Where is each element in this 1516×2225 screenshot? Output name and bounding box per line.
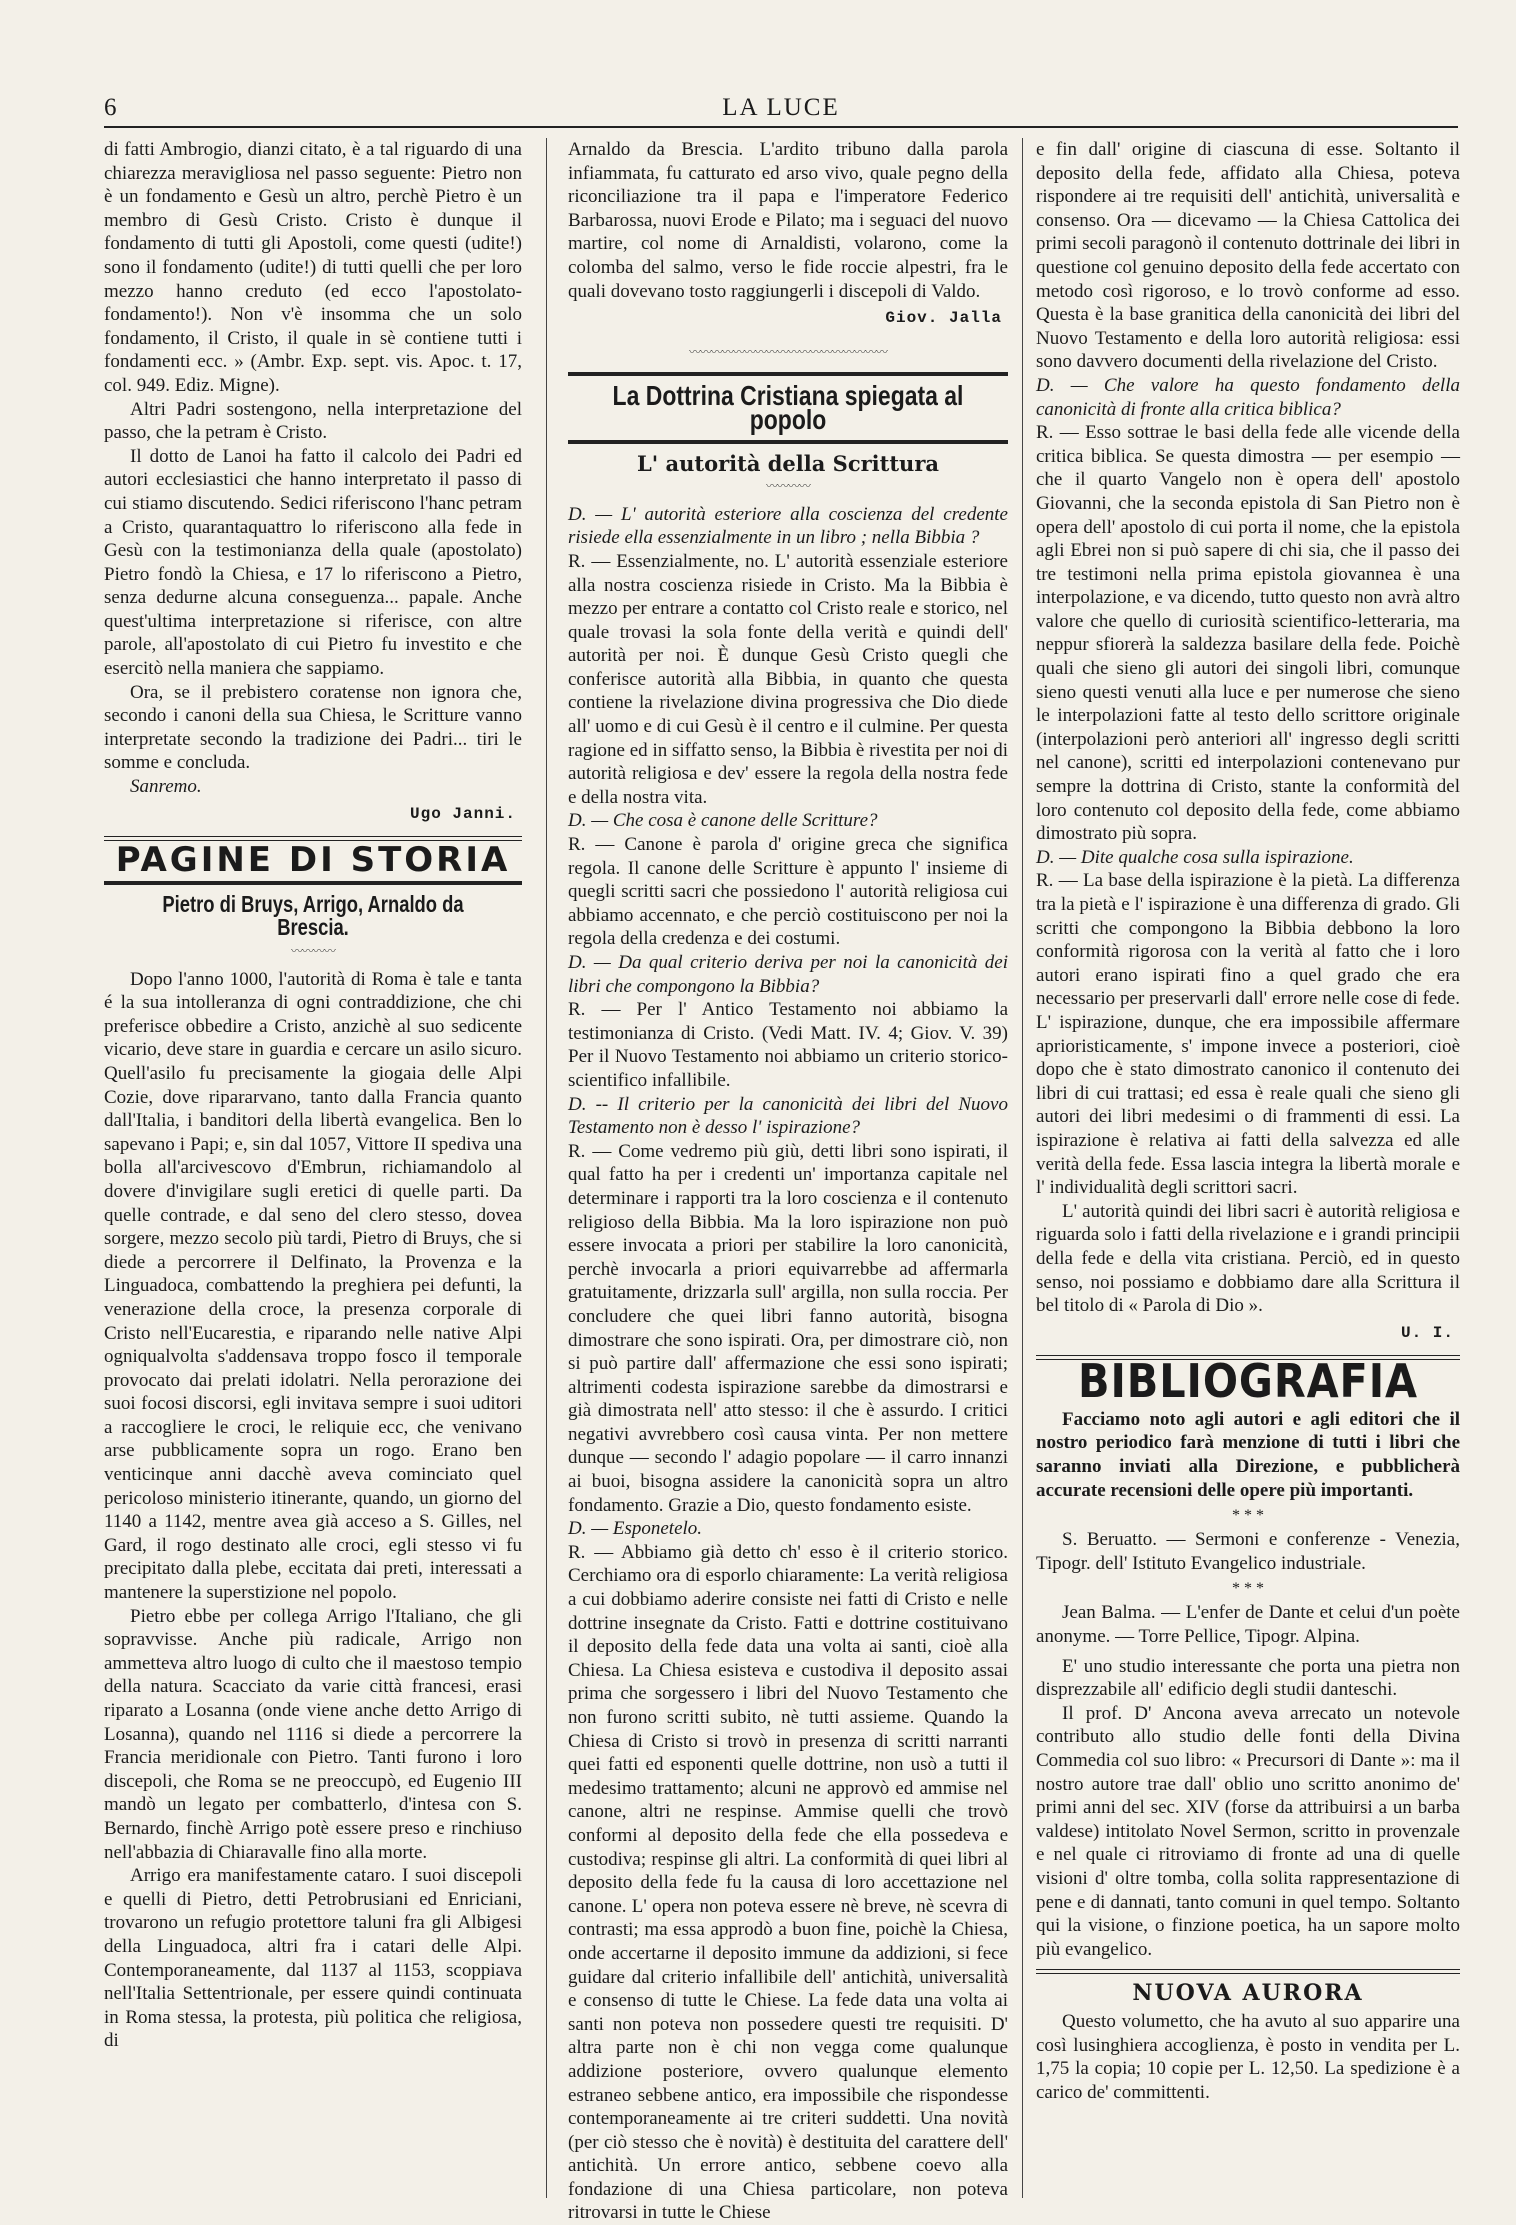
wavy-divider: 〰〰〰〰〰〰〰〰〰〰〰〰〰〰〰〰〰〰 — [688, 344, 887, 359]
journal-title: LA LUCE — [722, 94, 840, 121]
paragraph: Altri Padri sostengono, nella interpretazione del passo, che la petram è Cristo. — [104, 398, 522, 444]
bibliography-entry: S. Beruatto. — Sermoni e conferenze - Venezia, Tipogr. dell' Istituto Evangelico industriale. — [1036, 1529, 1460, 1574]
paragraph: e fin dall' origine di ciascuna di esse. Soltanto il deposito della fede, affidato alla Chiesa, poteva rispondere ai tre requisiti dell' antichità, universalità e consenso. Ora — dicevamo — la Chiesa Cattolica dei primi secoli paragonò il contenuto dottrinale dei libri in questione col genuino deposito della fede accertato con metodo così rigoroso, e lo trovò conforme ad esso. Questa è la base granitica della canonicità dei libri del Nuovo Testamento e della loro autorità religiosa: essi sono davvero documenti della rivelazione del Cristo. — [1036, 139, 1460, 373]
paragraph: Il dotto de Lanoi ha fatto il calcolo dei Padri ed autori ecclesiastici che hanno interpretato il passo di cui stiamo discutendo. Sedici riferiscono l'hanc petram a Cristo, quarantaquattro lo riferiscono alla fede in Gesù con la testimonianza della quale (apostolato) Pietro fondò la Chiesa, e 17 lo riferiscono a Pietro, senza dedurne alcuna conseguenza... papale. Anche quest'ultima interpretazione si riferisce, con altre parole, all'apostolato di cui Pietro fu investito e che esercitò nella maniera che sappiamo. — [104, 445, 522, 680]
author-signature: U. I. — [1400, 1323, 1454, 1342]
paragraph: Questo volumetto, che ha avuto al suo apparire una così lusinghiera accoglienza, è posto in vendita per L. 1,75 la copia; 10 copie per L. 12,50. La spedizione è a carico de' committenti. — [1036, 2010, 1460, 2103]
bibliography-intro: Facciamo noto agli autori e agli editori che il nostro periodico farà menzione di tutti i libri che saranno inviati alla Direzione, e pubblicherà accurate recensioni delle opere più importanti. — [1036, 1408, 1460, 1501]
section-heading-dottrina: La Dottrina Cristiana spiegata al popolo — [612, 380, 964, 435]
question: D. -- Il criterio per la canonicità dei libri del Nuovo Testamento non è desso l' ispirazione? — [568, 1093, 1008, 1139]
column-divider — [1022, 138, 1023, 2198]
article-title: L' autorità della Scrittura — [637, 450, 939, 476]
column-divider — [546, 138, 547, 2198]
page-number: 6 — [104, 94, 117, 121]
column-3 — [1036, 138, 1460, 2188]
paragraph: E' uno studio interessante che porta una pietra non disprezzabile all' edificio degli studii danteschi. — [1036, 1655, 1460, 1701]
wavy-ornament: 〰〰〰〰 — [290, 944, 335, 958]
section-heading-bibliografia: BIBLIOGRAFIA — [1078, 1354, 1418, 1409]
page-header — [104, 94, 1458, 120]
answer: R. — Canone è parola d' origine greca che significa regola. Il canone delle Scritture è appunto l' insieme di quegli scritti sacri che possiedono l' autorità religiosa cui abbiamo accennato, e che perciò costituiscono per noi la regola della credenza e dei costumi. — [568, 834, 1008, 950]
section-divider — [1036, 1969, 1460, 1974]
author-signature: Giov. Jalla — [885, 309, 1002, 328]
column-2 — [568, 138, 1008, 2224]
place-line: Sanremo. — [130, 776, 202, 798]
answer: R. — Come vedremo più giù, detti libri sono ispirati, il qual fatto ha per i credenti un' importanza capitale nel determinare i rapporti tra la loro coscienza e il contenuto religioso della Bibbia. Ma la loro ispirazione non può essere invocata a priori per stabilire la loro canonicità, perchè invocarla a priori equivarrebbe ad affermarla gratuitamente, drizzarla sull' argilla, non sulla roccia. Per concludere che quei libri fanno autorità, bisogna dimostrare che sono ispirati. Ora, per dimostrare ciò, non si può partire dall' affermazione che essi sono ispirati; altrimenti codesta ispirazione sarebbe da dimostrarsi e già dimostrata nell' atto stesso: il che è assurdo. I critici negativi avvrebbero così causa vinta. Per non mettere dunque — secondo l' adagio popolare — il carro innanzi ai buoi, bisogna assidere la canonicità sopra un altro fondamento. Grazie a Dio, questo fondamento esiste. — [568, 1140, 1008, 1516]
paragraph: Arrigo era manifestamente cataro. I suoi discepoli e quelli di Pietro, detti Petrobrusiani ed Enriciani, trovarono un refugio protettore taluni fra gli Albigesi della Linguadoca, altri fra i catari delle Alpi. Contemporaneamente, dal 1137 al 1153, scoppiava nell'Italia Settentrionale, per essere quindi continuata in Roma stessa, la protesta, più politica che religiosa, di — [104, 1865, 522, 2052]
section-divider — [568, 440, 1008, 444]
question: D. — Esponetelo. — [568, 1518, 703, 1540]
paragraph: Pietro ebbe per collega Arrigo l'Italiano, che gli sopravvisse. Anche più radicale, Arrigo non ammetteva altro luogo di culto che il maestoso tempio della natura. Scacciato da varie città francesi, erasi riparato a Losanna (onde viene anche detto Arrigo di Losanna), quando nel 1116 si diede a percorrere la Francia meridionale con Pietro. Tanti furono i loro discepoli, che Roma se ne preoccupò, ed Eugenio III mandò un legato per combatterlo, d'intesa con S. Bernardo, finchè Arrigo potè essere preso e rinchiuso nell'abbazia di Chiaravalle fino alla morte. — [104, 1605, 522, 1863]
paragraph: L' autorità quindi dei libri sacri è autorità religiosa e riguarda solo i fatti della rivelazione e i grandi principii della fede e della vita cristiana. Perciò, ed in questo senso, noi possiamo e dobbiamo dare alla Scrittura il bel titolo di « Parola di Dio ». — [1036, 1200, 1460, 1317]
paragraph: di fatti Ambrogio, dianzi citato, è a tal riguardo di una chiarezza meravigliosa nel passo seguente: Pietro non è un fondamento e Gesù un altro, perchè Pietro è un membro di Gesù Cristo. Cristo è dunque il fondamento di tutti gli Apostoli, come questi (udite!) sono il fondamento (udite!) di tutti quelli che per loro mezzo hanno creduto (ed ecco l'apostolato-fondamento!). Non v'è insomma che un solo fondamento, il Cristo, il quale in sè contiene tutti i fondamenti ecc. » (Ambr. Exp. sept. vis. Apoc. t. 17, col. 949. Ediz. Migne). — [104, 139, 522, 396]
asterism: * * * — [1232, 1507, 1264, 1525]
question: D. — Dite qualche cosa sulla ispirazione. — [1036, 846, 1354, 868]
paragraph: Ora, se il prebistero coratense non ignora che, secondo i canoni della sua Chiesa, le Scritture vanno interpretate secondo la tradizione dei Padri... tiri le somme e concluda. — [104, 681, 522, 774]
question: D. — L' autorità esteriore alla coscienza del credente risiede ella essenzialmente in un libro ; nella Bibbia ? — [568, 503, 1008, 549]
section-heading-aurora: NUOVA AURORA — [1132, 1980, 1364, 2007]
paragraph: Il prof. D' Ancona aveva arrecato un notevole contributo allo studio delle fonti della Divina Commedia col suo libro: « Precursori di Dante »: ma il nostro autore trae dall' oblio uno scritto anonimo de' primi anni del sec. XIV (forse da attribuirsi a un barba valdese) intitolato Novel Sermon, scritto in provenzale e nel quale ci ritroviamo di fronte ad una di quelle visioni d' oltre tomba, colla solita rappresentazione di pene e di dannati, tanto comuni in quel tempo. Soltanto qui la visione, o finzione poetica, ha un sapore molto più evangelico. — [1036, 1702, 1460, 1960]
header-rule — [104, 126, 1458, 128]
question: D. — Da qual criterio deriva per noi la canonicità dei libri che compongono la Bibbia? — [568, 952, 1008, 997]
section-divider — [568, 372, 1008, 376]
asterism: * * * — [1232, 1580, 1264, 1598]
question: D. — Che valore ha questo fondamento della canonicità di fronte alla critica biblica? — [1036, 374, 1460, 420]
answer: R. — Esso sottrae le basi della fede alle vicende della critica biblica. Se questa dimostra — per esempio — che il quarto Vangelo non è opera dell' apostolo Giovanni, che la seconda epistola di San Pietro non è opera dell' apostolo di cui porta il nome, che la epistola agli Ebrei non si può sapere di chi sia, che il passo dei tre testimoni nella prima epistola giovannea è una interpolazione, e va dicendo, tutto questo non avrà altro valore che quello di curiosità scientifico-letteraria, ma neppur sfiorerà la saldezza basilare della fede. Poichè quali che sieno gli autori dei singoli libri, comunque sieno questi venuti alla luce e per numerose che sieno le interpolazioni fatte al testo dello scrittore originale (interpolazioni però anteriori all' ingresso degli scritti nel canone), scritti ed interpolazioni contenevano pur sempre la dottrina di Cristo, stante la conformità del loro contenuto col deposito della fede, come abbiamo dimostrato più sopra. — [1036, 422, 1460, 845]
bibliography-entry: Jean Balma. — L'enfer de Dante et celui d'un poète anonyme. — Torre Pellice, Tipogr. Alpina. — [1036, 1602, 1460, 1648]
answer: R. — Essenzialmente, no. L' autorità essenziale esteriore alla nostra coscienza risiede in Cristo. Ma la Bibbia è mezzo per entrare a contatto col Cristo reale e storico, nel quale trovasi la sola fonte della verità e quindi dell' autorità per noi. È dunque Gesù Cristo quegli che conferisce autorità alla Bibbia, in quanto che questa contiene la rivelazione divina progressiva che Dio diede all' uomo e di cui Gesù è il centro e il culmine. Per questa ragione ed in siffatto senso, la Bibbia è rivestita per noi di autorità religiosa e dev' essere la regola della nostra fede e della nostra vita. — [568, 550, 1008, 808]
paragraph: Dopo l'anno 1000, l'autorità di Roma è tale e tanta é la sua intolleranza di ogni contraddizione, che chi preferisce obbedire a Cristo, anzichè al suo sedicente vicario, deve stare in guardia e cercare un asilo sicuro. Quell'asilo fu precisamente la giogaia delle Alpi Cozie, dove ripararvano, tanto dalla Francia quanto dall'Italia, i banditori della libertà evangelica. Ben lo sapevano i Papi; e, sin dal 1057, Vittore II spediva una bolla all'arcivescovo d'Embrun, richiamandolo al dovere d'invigilare sugli eretici di quelle parti. Da quelle contrade, e dal seno del clero stesso, dovea sorgere, mezzo secolo più tardi, Pietro di Bruys, che si diede a percorrere il Delfinato, la Provenza e la Linguadoca, combattendo la preghiera pei defunti, la venerazione della croce, la presenza corporale di Cristo nell'Eucarestia, e riparando nelle native Alpi ogniqualvolta s'addensava troppo fosco il temporale provocato dai prelati idolatri. Nella perorazione dei suoi focosi discorsi, egli invitava sempre i suoi uditori a raccogliere le croci, le reliquie ecc, che venivano arse pubblicamente sopra un rogo. Erano ben venticinque anni dacchè aveva cominciato quel pericoloso ministerio itinerante, quando, un giorno del 1140 a 1142, mentre avea già acceso a S. Gilles, nel Gard, il rogo destinato alle croci, egli stesso vi fu precipitato dalla plebe, eccitata dai preti, interessati a mantenere la superstizione nel popolo. — [104, 968, 522, 1604]
answer: R. — La base della ispirazione è la pietà. La differenza tra la pietà e l' ispirazione è una differenza di grado. Gli scritti che compongono la Bibbia debbono la loro conformità rigorosa con la verità al fatto che i loro autori erano ispirati fino a quel grado che era necessario per preservarli dall' errore nelle cose di fede. L' ispirazione, dunque, che era impossibile affermare aprioristicamente, s' impone invece a posteriori, cioè dopo che è stato dimostrato canonico il contenuto dei libri di cui trattasi; ed essa è reale quali che sieno gli autori dei libri medesimi o di frammenti di essi. La ispirazione è relativa ai fatti della salvezza ed alle verità della fede. Essa lascia integra la libertà morale e l' individualità degli scrittori sacri. — [1036, 870, 1460, 1199]
section-divider — [104, 881, 522, 885]
question: D. — Che cosa è canone delle Scritture? — [568, 810, 878, 832]
paragraph: Arnaldo da Brescia. L'ardito tribuno dalla parola infiammata, fu catturato ed arso vivo, quale pegno della riconciliazione tra il papa e l'imperatore Federico Barbarossa, nuovi Erode e Pilato; ma i seguaci del nuovo martire, col nome di Arnaldisti, volarono, come la colomba del salmo, verso le fide roccie alpestri, fra le quali dovevano tosto raggiungerli i discepoli di Valdo. — [568, 139, 1008, 302]
answer: R. — Abbiamo già detto ch' esso è il criterio storico. Cerchiamo ora di esporlo chiaramente: La verità religiosa a cui dobbiamo aderire consiste nei fatti di Cristo e nelle dottrine insegnate da Cristo. Fatti e dottrine costituivano il deposito della fede data una volta ai santi, cioè alla Chiesa. La Chiesa esisteva e custodiva il deposito assai prima che sorgessero i libri del Nuovo Testamento che non furono scritti subito, nè tutti assieme. Quando la Chiesa di Cristo si trovò in presenza di scritti narranti quei fatti ed esponenti quelle dottrine, non usò a tutti il medesimo trattamento; alcuni ne approvò ed ammise nel canone, altri ne respinse. Ammise quelli che trovò conformi al deposito della fede che ella possedeva e custodiva; respinse gli altri. La conformità di quei libri al deposito della fede fu la causa di loro accettazione nel canone. L' opera non poteva essere nè breve, nè scevra di contrasti; ma essa approdò a buon fine, poichè la Chiesa, onde accertarne il deposito immune da addizioni, si fece guidare dal criterio infallibile dell' antichità, universalità e consenso di tutte le Chiese. La fede data una volta ai santi non poteva non possedere questi tre requisiti. D' altra parte non è chi non vegga come qualunque addizione posteriore, ovvero qualunque elemento estraneo sebbene antico, era impossibile che rispondesse contemporaneamente ai tre criteri suddetti. Una novità (per ciò stesso che è novità) è destituita del carattere dell' antichità. Un errore antico, sebbene coevo alla fondazione di una Chiesa particolare, non poteva ritrovarsi in tutte le Chiese — [568, 1541, 1008, 2224]
wavy-ornament: 〰〰〰〰 — [765, 479, 810, 494]
column-1 — [104, 138, 522, 2188]
author-signature: Ugo Janni. — [409, 804, 516, 823]
section-heading-storia: PAGINE DI STORIA — [115, 840, 511, 881]
article-title: Pietro di Bruys, Arrigo, Arnaldo da Brescia. — [162, 890, 464, 941]
answer: R. — Per l' Antico Testamento noi abbiamo la testimonianza di Cristo. (Vedi Matt. IV. 4; Giov. V. 39) Per il Nuovo Testamento noi abbiamo un criterio storico-scientifico infallibile. — [568, 999, 1008, 1091]
